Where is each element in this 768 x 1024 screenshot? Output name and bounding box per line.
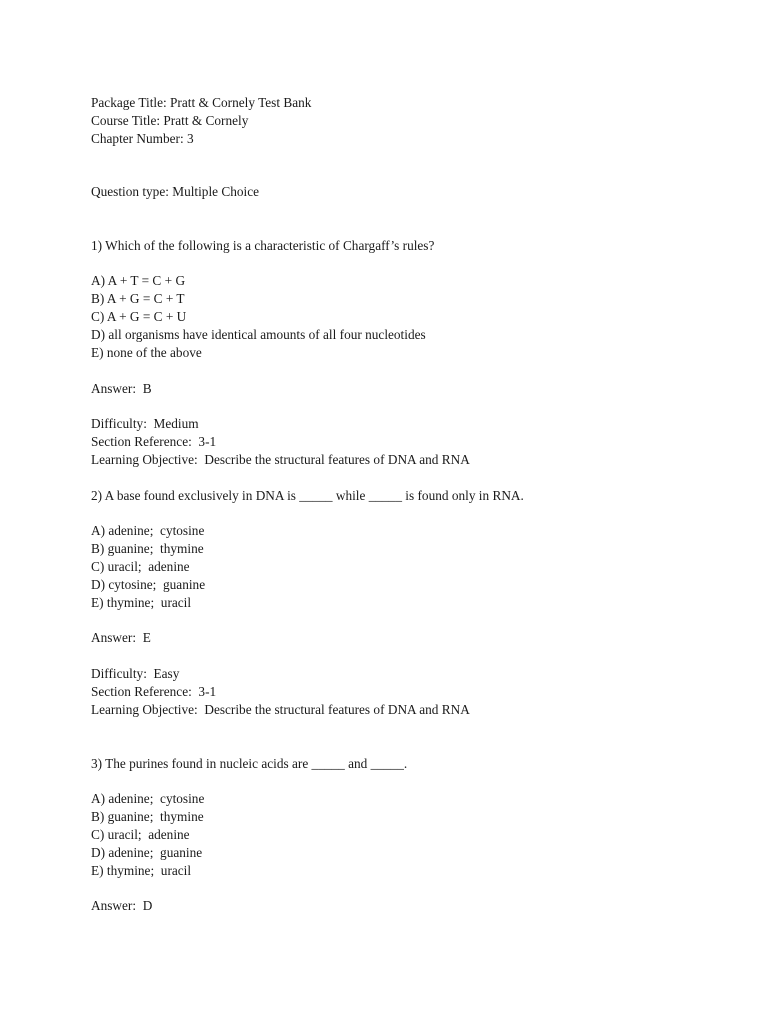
- question-2-option-c: C) uracil; adenine: [91, 559, 190, 574]
- question-1-option-b: B) A + G = C + T: [91, 291, 185, 306]
- question-2-learning-objective: Learning Objective: Describe the structural features of DNA and RNA: [91, 702, 470, 717]
- question-2-option-a: A) adenine; cytosine: [91, 523, 205, 538]
- chapter-number: Chapter Number: 3: [91, 131, 194, 146]
- question-2-prompt: 2) A base found exclusively in DNA is _____ while _____ is found only in RNA.: [91, 488, 524, 503]
- question-2-option-e: E) thymine; uracil: [91, 595, 192, 610]
- question-2-option-b: B) guanine; thymine: [91, 541, 204, 556]
- question-3-prompt: 3) The purines found in nucleic acids are _____ and _____.: [91, 756, 408, 771]
- question-1-option-d: D) all organisms have identical amounts of all four nucleotides: [91, 327, 426, 342]
- question-3-option-e: E) thymine; uracil: [91, 863, 192, 878]
- question-2-answer: Answer: E: [91, 630, 151, 645]
- course-title: Course Title: Pratt & Cornely: [91, 113, 249, 128]
- question-1-difficulty: Difficulty: Medium: [91, 416, 199, 431]
- question-3-answer: Answer: D: [91, 898, 153, 913]
- question-3-option-c: C) uracil; adenine: [91, 827, 190, 842]
- question-1-option-a: A) A + T = C + G: [91, 273, 186, 288]
- question-1-option-c: C) A + G = C + U: [91, 309, 187, 324]
- question-2-option-d: D) cytosine; guanine: [91, 577, 206, 592]
- question-1-learning-objective: Learning Objective: Describe the structural features of DNA and RNA: [91, 452, 470, 467]
- question-1-option-e: E) none of the above: [91, 345, 202, 360]
- question-2-section-reference: Section Reference: 3-1: [91, 684, 217, 699]
- package-title: Package Title: Pratt & Cornely Test Bank: [91, 95, 312, 110]
- question-2-difficulty: Difficulty: Easy: [91, 666, 180, 681]
- question-1-prompt: 1) Which of the following is a characteristic of Chargaff’s rules?: [91, 238, 435, 253]
- question-3-option-b: B) guanine; thymine: [91, 809, 204, 824]
- question-type: Question type: Multiple Choice: [91, 184, 260, 199]
- question-1-section-reference: Section Reference: 3-1: [91, 434, 217, 449]
- question-1-answer: Answer: B: [91, 381, 152, 396]
- question-3-option-d: D) adenine; guanine: [91, 845, 203, 860]
- question-3-option-a: A) adenine; cytosine: [91, 791, 205, 806]
